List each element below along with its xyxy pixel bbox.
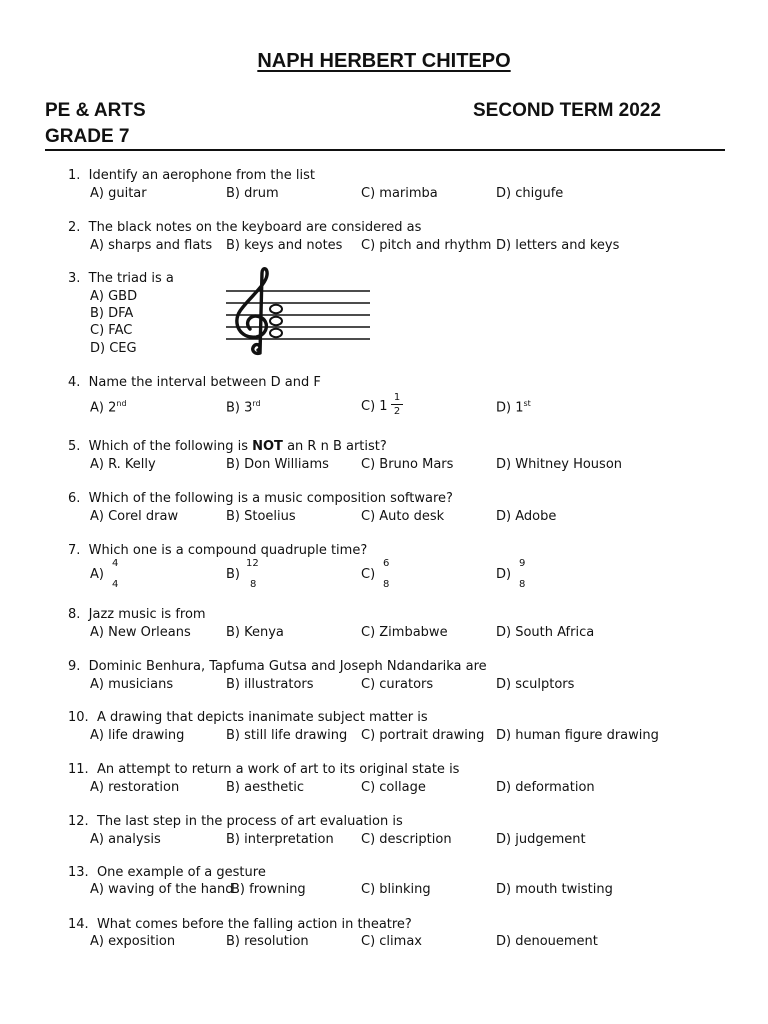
question-stem: 4. Name the interval between D and F xyxy=(68,375,321,390)
option-c[interactable]: C) curators xyxy=(361,677,434,692)
option-c[interactable]: C) collage xyxy=(361,780,426,795)
option-a[interactable]: A) analysis xyxy=(90,832,161,847)
option-a[interactable]: A) guitar xyxy=(90,186,147,201)
option-b[interactable]: B) interpretation xyxy=(226,832,334,847)
option-b[interactable]: B) DFA xyxy=(90,306,134,321)
option-b[interactable]: B) still life drawing xyxy=(226,728,348,743)
option-a[interactable]: A) restoration xyxy=(90,780,180,795)
grade-title: GRADE 7 xyxy=(45,126,130,147)
option-b[interactable]: B) xyxy=(226,567,240,582)
school-name: NAPH HERBERT CHITEPO xyxy=(257,50,511,72)
option-a[interactable]: A) musicians xyxy=(90,677,174,692)
question-stem: 5. Which of the following is NOT an R n B artist? xyxy=(68,439,387,454)
option-d[interactable]: D) sculptors xyxy=(496,677,575,692)
option-d[interactable]: D) judgement xyxy=(496,832,586,847)
time-signature-bottom: 8 xyxy=(383,579,390,590)
option-a[interactable]: A) life drawing xyxy=(90,728,185,743)
treble-staff-triad-image xyxy=(222,265,372,357)
question-stem: 12. The last step in the process of art evaluation is xyxy=(68,814,403,829)
question-stem: 1. Identify an aerophone from the list xyxy=(68,168,315,183)
option-d[interactable]: D) letters and keys xyxy=(496,238,620,253)
option-c[interactable]: C) description xyxy=(361,832,452,847)
option-a[interactable]: A) xyxy=(90,567,104,582)
option-d[interactable]: D) South Africa xyxy=(496,625,595,640)
option-b[interactable]: B) keys and notes xyxy=(226,238,343,253)
question-stem: 10. A drawing that depicts inanimate subject matter is xyxy=(68,710,428,725)
option-c[interactable]: C) FAC xyxy=(90,323,133,338)
option-d[interactable]: D) deformation xyxy=(496,780,595,795)
option-a[interactable]: A) New Orleans xyxy=(90,625,191,640)
time-signature-top: 12 xyxy=(246,558,259,569)
question-stem: 2. The black notes on the keyboard are considered as xyxy=(68,220,422,235)
option-d[interactable]: D) human figure drawing xyxy=(496,728,659,743)
option-a[interactable]: A) Corel draw xyxy=(90,509,179,524)
option-d[interactable]: D) CEG xyxy=(90,341,137,356)
option-d[interactable]: D) denouement xyxy=(496,934,598,949)
fraction-one-half: 1 2 xyxy=(391,392,403,417)
time-signature-top: 9 xyxy=(519,558,526,569)
option-c[interactable]: C) Auto desk xyxy=(361,509,445,524)
note-head xyxy=(270,305,282,313)
note-head xyxy=(270,329,282,337)
option-d[interactable]: D) 1st xyxy=(496,399,531,416)
option-a[interactable]: A) GBD xyxy=(90,289,138,304)
question-stem: 9. Dominic Benhura, Tapfuma Gutsa and Joseph Ndandarika are xyxy=(68,659,487,674)
option-b[interactable]: B) frowning xyxy=(231,882,306,897)
option-a[interactable]: A) exposition xyxy=(90,934,176,949)
question-stem: 6. Which of the following is a music composition software? xyxy=(68,491,453,506)
option-b[interactable]: B) Kenya xyxy=(226,625,284,640)
option-a[interactable]: A) R. Kelly xyxy=(90,457,156,472)
option-a[interactable]: A) 2nd xyxy=(90,399,127,416)
option-c[interactable]: C) pitch and rhythm xyxy=(361,238,492,253)
question-stem: 3. The triad is a xyxy=(68,271,174,286)
option-b[interactable]: B) illustrators xyxy=(226,677,314,692)
option-c[interactable]: C) portrait drawing xyxy=(361,728,485,743)
note-head xyxy=(270,317,282,325)
option-d[interactable]: D) chigufe xyxy=(496,186,564,201)
treble-clef-icon xyxy=(237,269,267,354)
term-title: SECOND TERM 2022 xyxy=(473,100,661,121)
time-signature-bottom: 8 xyxy=(250,579,257,590)
option-d[interactable]: D) Whitney Houson xyxy=(496,457,623,472)
option-b[interactable]: B) Stoelius xyxy=(226,509,296,524)
header-divider xyxy=(45,149,725,151)
option-c[interactable]: C) xyxy=(361,567,376,582)
time-signature-top: 6 xyxy=(383,558,390,569)
question-stem: 7. Which one is a compound quadruple time? xyxy=(68,543,368,558)
option-d[interactable]: D) xyxy=(496,567,512,582)
time-signature-top: 4 xyxy=(112,558,119,569)
option-c[interactable]: C) Zimbabwe xyxy=(361,625,448,640)
question-stem: 13. One example of a gesture xyxy=(68,865,266,880)
option-c[interactable]: C) Bruno Mars xyxy=(361,457,454,472)
question-stem: 11. An attempt to return a work of art to its original state is xyxy=(68,762,460,777)
time-signature-bottom: 8 xyxy=(519,579,526,590)
option-b[interactable]: B) resolution xyxy=(226,934,309,949)
option-a[interactable]: A) sharps and flats xyxy=(90,238,213,253)
question-stem: 14. What comes before the falling action in theatre? xyxy=(68,917,412,932)
option-d[interactable]: D) Adobe xyxy=(496,509,557,524)
option-b[interactable]: B) 3rd xyxy=(226,399,261,416)
option-c[interactable]: C) marimba xyxy=(361,186,438,201)
option-b[interactable]: B) aesthetic xyxy=(226,780,305,795)
option-b[interactable]: B) drum xyxy=(226,186,279,201)
option-c[interactable]: C) 1 xyxy=(361,399,388,414)
question-stem: 8. Jazz music is from xyxy=(68,607,206,622)
time-signature-bottom: 4 xyxy=(112,579,119,590)
option-b[interactable]: B) Don Williams xyxy=(226,457,329,472)
subject-title: PE & ARTS xyxy=(45,100,146,121)
option-a[interactable]: A) waving of the hand xyxy=(90,882,234,897)
option-c[interactable]: C) climax xyxy=(361,934,422,949)
option-d[interactable]: D) mouth twisting xyxy=(496,882,613,897)
option-c[interactable]: C) blinking xyxy=(361,882,431,897)
